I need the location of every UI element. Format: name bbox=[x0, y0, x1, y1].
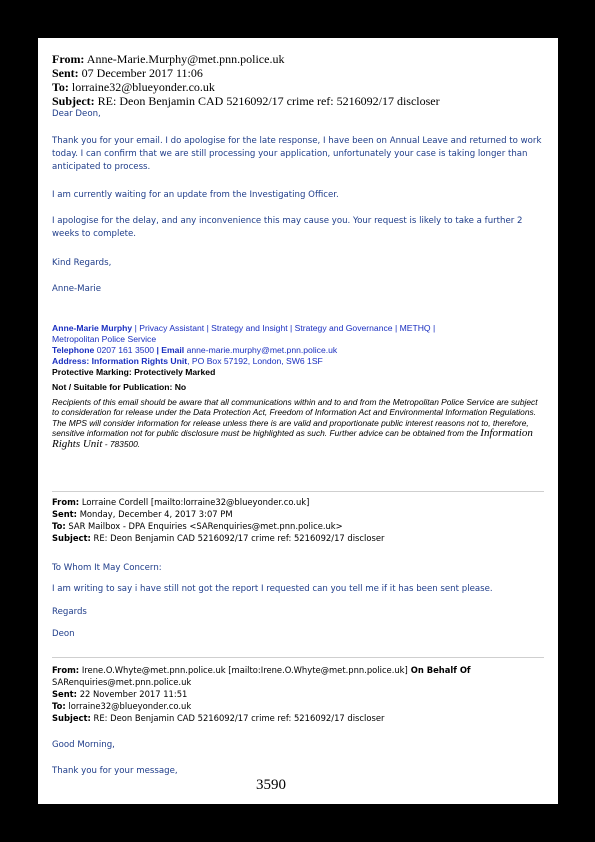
email1-signoff: Anne-Marie bbox=[52, 284, 102, 294]
email3-sent: Sent: 22 November 2017 11:51 bbox=[52, 689, 188, 699]
email2-from: From: Lorraine Cordell [mailto:lorraine32@blueyonder.co.uk] bbox=[52, 497, 310, 507]
signature-org: Metropolitan Police Service bbox=[52, 334, 157, 344]
email1-closing: Kind Regards, bbox=[52, 258, 112, 268]
signature-block bbox=[52, 323, 547, 393]
signature-address: Address: Information Rights Unit, PO Box 57192, London, SW6 1SF bbox=[52, 356, 323, 366]
page-number: 3590 bbox=[256, 777, 286, 793]
signature-contact: Telephone 0207 161 3500 | Email anne-marie.murphy@met.pnn.police.uk bbox=[52, 345, 338, 355]
email3-behalf: SARenquiries@met.pnn.police.uk bbox=[52, 677, 192, 687]
email3-subject: Subject: RE: Deon Benjamin CAD 5216092/17 crime ref: 5216092/17 discloser bbox=[52, 713, 385, 723]
divider bbox=[52, 491, 544, 492]
email2-paragraph-1: I am writing to say i have still not got the report I requested can you tell me if it has been sent please. bbox=[52, 584, 493, 594]
email3-header bbox=[52, 664, 547, 724]
email2-closing: Regards bbox=[52, 607, 87, 617]
legal-disclaimer: Recipients of this email should be aware that all communications within and to and from the Metropolitan Police Service are subject to consideration for release under the Data Protection Act, Freedom of Information Act and Environmental Information Regulations. The MPS will consider information for release unless there is are valid and proportionate public interest reasons not to, therefore, sensitive information not for public disclosure must be highlighted as such. Further advice can be obtained from the Information Rights Unit - 783500. bbox=[52, 397, 538, 450]
email1-header bbox=[52, 52, 440, 108]
email1-paragraph-2: I am currently waiting for an update from the Investigating Officer. bbox=[52, 190, 339, 200]
email2-sent: Sent: Monday, December 4, 2017 3:07 PM bbox=[52, 509, 233, 519]
email1-paragraph-3: I apologise for the delay, and any inconvenience this may cause you. Your request is likely to take a further 2 weeks to complete. bbox=[52, 216, 523, 239]
email3-paragraph-1: Thank you for your message, bbox=[52, 766, 178, 776]
email3-from: From: Irene.O.Whyte@met.pnn.police.uk [mailto:Irene.O.Whyte@met.pnn.police.uk] On Behalf Of bbox=[52, 665, 471, 675]
divider bbox=[52, 657, 544, 658]
email2-subject: Subject: RE: Deon Benjamin CAD 5216092/17 crime ref: 5216092/17 discloser bbox=[52, 533, 385, 543]
protective-marking: Protective Marking: Protectively Marked bbox=[52, 367, 216, 377]
email1-greeting: Dear Deon, bbox=[52, 109, 101, 119]
document-page bbox=[38, 38, 558, 804]
email3-to: To: lorraine32@blueyonder.co.uk bbox=[52, 701, 192, 711]
email2-greeting: To Whom It May Concern: bbox=[52, 563, 162, 573]
email1-paragraph-1: Thank you for your email. I do apologise for the late response, I have been on Annual Leave and returned to work today. I can confirm that we are still processing your application, unfortunately your case is taking longer than anticipated to process. bbox=[52, 136, 542, 172]
email1-sent: Sent: 07 December 2017 11:06 bbox=[52, 66, 203, 80]
email2-signoff: Deon bbox=[52, 629, 75, 639]
email2-header bbox=[52, 496, 547, 544]
email1-subject: Subject: RE: Deon Benjamin CAD 5216092/17 crime ref: 5216092/17 discloser bbox=[52, 94, 440, 108]
signature-name-line: Anne-Marie Murphy | Privacy Assistant | Strategy and Insight | Strategy and Governance | METHQ | bbox=[52, 323, 436, 333]
email2-to: To: SAR Mailbox - DPA Enquiries <SARenquiries@met.pnn.police.uk> bbox=[52, 521, 343, 531]
email1-from: From: Anne-Marie.Murphy@met.pnn.police.uk bbox=[52, 52, 285, 66]
publication-status: Not / Suitable for Publication: No bbox=[52, 382, 187, 392]
signature-name: Anne-Marie Murphy bbox=[52, 323, 133, 333]
email3-greeting: Good Morning, bbox=[52, 740, 115, 750]
email1-to: To: lorraine32@blueyonder.co.uk bbox=[52, 80, 215, 94]
signature-email-link[interactable]: anne-marie.murphy@met.pnn.police.uk bbox=[184, 345, 338, 355]
